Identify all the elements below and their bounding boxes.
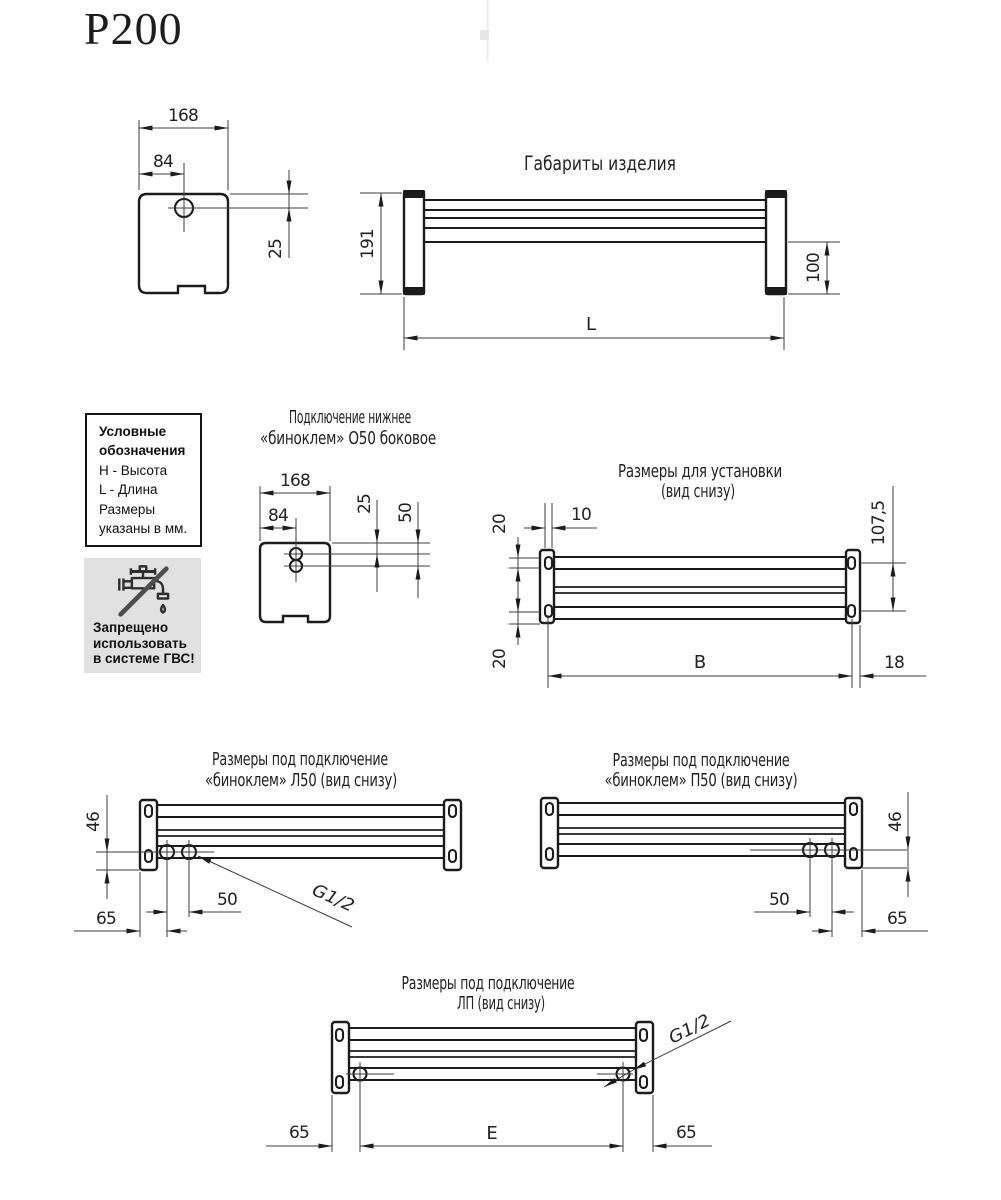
- right-wall-plate: [444, 800, 461, 870]
- overall-dimension-lines: [381, 193, 827, 338]
- end-view-drawing: [139, 106, 308, 293]
- right-wall-plate: [845, 798, 862, 868]
- bottom-conn-title-2: «биноклем» О50 боковое: [260, 428, 437, 449]
- p50-title-1: Размеры под подключение: [612, 750, 790, 771]
- dim-10: 10: [570, 505, 592, 525]
- legend-note-line: Размеры: [99, 501, 156, 517]
- left-bracket: [404, 192, 424, 294]
- l50-title-2: «биноклем» Л50 (вид снизу): [205, 770, 397, 791]
- bottom-connection-drawing: [260, 407, 436, 622]
- dim-168: 168: [279, 471, 311, 491]
- dim-E: E: [486, 1123, 498, 1144]
- left-wall-plate: [332, 1022, 349, 1093]
- scan-artifact: [480, 0, 489, 62]
- rail-tubes: [554, 557, 846, 619]
- dim-65: 65: [95, 909, 117, 929]
- dim-65-right: 65: [675, 1123, 697, 1143]
- lp-reference-lines: [332, 1062, 712, 1152]
- p50-title-2: «биноклем» П50 (вид снизу): [604, 770, 798, 791]
- dim-168: 168: [167, 106, 199, 126]
- bottom-conn-title-1: Подключение нижнее: [289, 407, 412, 428]
- connection-lp-drawing: [266, 973, 731, 1152]
- left-wall-plate: [541, 798, 558, 868]
- legend-box: [85, 413, 202, 547]
- dim-65: 65: [886, 909, 908, 929]
- dim-46: 46: [84, 811, 104, 833]
- dim-65-left: 65: [288, 1123, 310, 1143]
- dim-107-5: 107,5: [869, 500, 889, 546]
- warning-text: [93, 620, 201, 667]
- overall-reference-lines: [360, 193, 840, 350]
- overall-dimensions-drawing: [358, 152, 840, 350]
- overall-title: Габариты изделия: [524, 152, 676, 175]
- dim-100: 100: [804, 252, 824, 284]
- warning-line: в системе ГВС!: [93, 651, 195, 666]
- warning-line: Запрещено: [93, 620, 169, 635]
- dim-191: 191: [358, 228, 378, 260]
- dim-20-bottom: 20: [490, 648, 510, 670]
- install-title-2: (вид снизу): [661, 481, 735, 502]
- dim-B: B: [693, 652, 707, 673]
- dim-25: 25: [266, 238, 286, 260]
- dim-46: 46: [886, 811, 906, 833]
- connection-l50-drawing: [74, 749, 461, 937]
- legend-item-length: L - Длина: [99, 482, 158, 498]
- dim-18: 18: [883, 653, 905, 673]
- legend-note-line: указаны в мм.: [99, 521, 188, 537]
- l50-title-1: Размеры под подключение: [212, 749, 389, 770]
- no-hot-water-faucet-icon: [112, 565, 174, 619]
- p50-dimension-lines: [754, 792, 908, 931]
- lp-title-1: Размеры под подключение: [401, 973, 575, 994]
- right-bracket: [766, 192, 786, 294]
- lp-title-2: ЛП (вид снизу): [457, 993, 545, 1014]
- dim-84: 84: [267, 506, 289, 526]
- left-wall-plate: [140, 800, 157, 870]
- installation-drawing: [490, 461, 926, 688]
- thread-callout-g12: G1/2: [308, 880, 355, 916]
- dim-84: 84: [152, 152, 174, 172]
- rail-tubes: [157, 805, 444, 858]
- dim-L: L: [585, 314, 597, 335]
- dim-25: 25: [355, 493, 375, 515]
- product-title: P200: [84, 3, 183, 54]
- rail-tubes: [558, 803, 845, 856]
- dim-50: 50: [768, 890, 790, 910]
- thread-callout-g12: G1/2: [665, 1012, 711, 1049]
- dim-50: 50: [396, 502, 416, 524]
- warning-box: [84, 558, 201, 673]
- right-wall-plate: [636, 1022, 653, 1093]
- rail-tubes: [349, 1028, 636, 1080]
- end-view-reference-lines: [139, 120, 308, 232]
- rail-tubes: [424, 200, 766, 242]
- connection-p50-drawing: [541, 750, 928, 937]
- legend-heading-line: Условные: [99, 424, 167, 439]
- dim-20-top: 20: [490, 513, 510, 535]
- install-title-1: Размеры для установки: [618, 461, 782, 482]
- warning-line: использовать: [93, 635, 187, 651]
- bottom-conn-reference-lines: [260, 486, 430, 582]
- legend-item-height: Н - Высота: [99, 462, 168, 478]
- dim-50: 50: [216, 890, 238, 910]
- legend-heading-line: обозначения: [99, 443, 186, 459]
